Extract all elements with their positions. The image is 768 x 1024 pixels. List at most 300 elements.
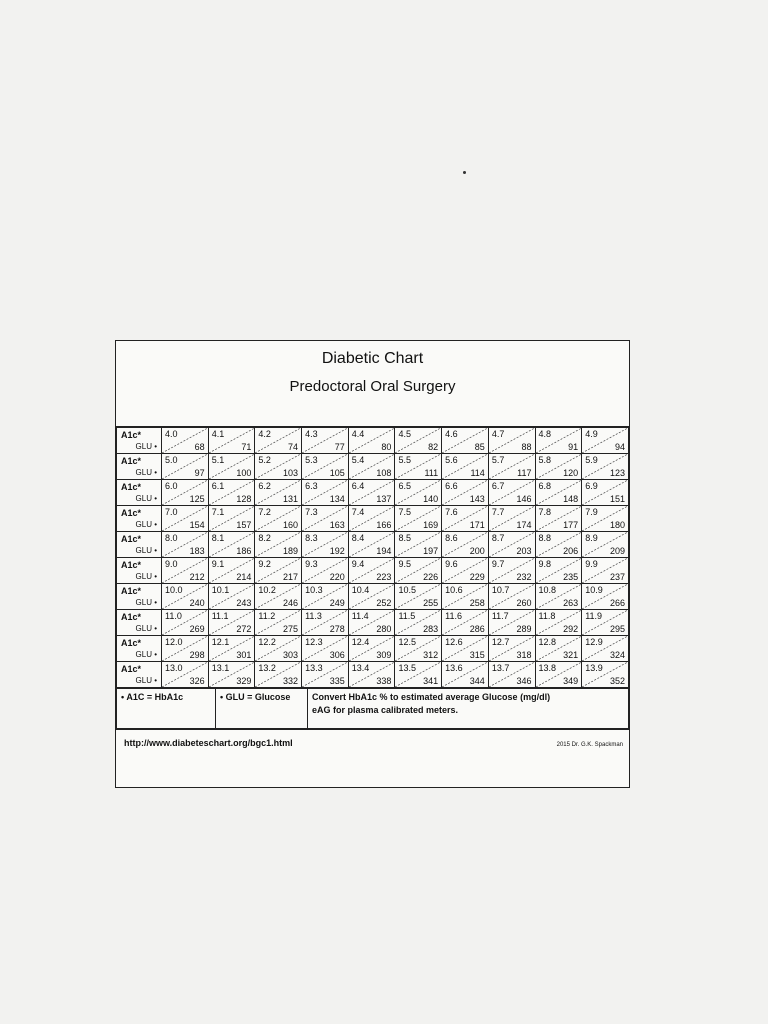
a1c-value: 9.2: [258, 559, 271, 569]
a1c-value: 9.3: [305, 559, 318, 569]
glucose-value: 315: [469, 650, 485, 660]
a1c-value: 12.7: [491, 637, 510, 647]
glucose-value: 140: [423, 494, 439, 504]
glucose-value: 166: [376, 520, 392, 530]
glucose-value: 243: [236, 598, 252, 608]
a1c-value: 10.3: [305, 585, 323, 595]
conversion-cell: [488, 428, 535, 454]
conversion-cell: [442, 480, 489, 506]
conversion-cell: [488, 636, 535, 662]
a1c-value: 11.2: [258, 611, 276, 621]
conversion-cell: [488, 662, 535, 688]
conversion-cell: [488, 584, 535, 610]
conversion-cell: [535, 454, 582, 480]
glucose-value: 318: [516, 650, 532, 660]
conversion-cell: [395, 636, 442, 662]
table-row: [117, 662, 629, 688]
table-row: [117, 636, 629, 662]
conversion-cell: [348, 454, 395, 480]
glucose-value: 200: [469, 546, 485, 556]
glucose-value: 206: [563, 546, 579, 556]
glucose-value: 352: [609, 676, 625, 686]
a1c-value: 4.5: [398, 429, 411, 439]
row-label-glu: GLU •: [135, 650, 157, 659]
a1c-value: 4.1: [211, 429, 225, 439]
a1c-value: 12.6: [445, 637, 463, 647]
a1c-value: 8.1: [211, 533, 225, 543]
glucose-value: 82: [428, 442, 439, 452]
row-label: [117, 584, 162, 610]
conversion-cell: [488, 480, 535, 506]
glucose-value: 103: [283, 468, 299, 478]
conversion-cell: [208, 610, 255, 636]
legend-row: [116, 688, 629, 729]
glucose-value: 326: [189, 676, 205, 686]
a1c-value: 10.2: [258, 585, 276, 595]
conversion-cell: [208, 636, 255, 662]
conversion-cell: [302, 428, 349, 454]
glucose-value: 125: [189, 494, 205, 504]
glucose-value: 249: [329, 598, 345, 608]
a1c-value: 8.9: [585, 533, 598, 543]
glucose-value: 186: [236, 546, 252, 556]
a1c-value: 9.5: [398, 559, 411, 569]
a1c-value: 12.8: [538, 637, 557, 647]
a1c-value: 12.3: [305, 637, 323, 647]
table-row: [117, 428, 629, 454]
a1c-value: 13.3: [305, 663, 323, 673]
glucose-value: 157: [236, 520, 252, 530]
conversion-cell: [395, 532, 442, 558]
glucose-value: 137: [376, 494, 392, 504]
conversion-cell: [395, 428, 442, 454]
credit-text: 2015 Dr. G.K. Spackman: [556, 742, 623, 748]
row-label-a1c: A1c*: [121, 586, 142, 596]
row-label-glu: GLU •: [135, 442, 157, 451]
a1c-value: 10.9: [585, 585, 603, 595]
conversion-cell: [442, 558, 489, 584]
a1c-value: 9.9: [585, 559, 598, 569]
glucose-value: 280: [376, 624, 392, 634]
row-label-glu: GLU •: [135, 624, 157, 633]
glucose-value: 160: [283, 520, 299, 530]
a1c-value: 8.6: [445, 533, 458, 543]
row-label-glu: GLU •: [135, 494, 157, 503]
conversion-cell: [255, 480, 302, 506]
a1c-value: 10.0: [165, 585, 183, 595]
glucose-value: 349: [563, 676, 579, 686]
row-label: [117, 532, 162, 558]
conversion-cell: [442, 454, 489, 480]
conversion-cell: [208, 454, 255, 480]
conversion-cell: [395, 662, 442, 688]
glucose-value: 171: [469, 520, 485, 530]
conversion-cell: [582, 532, 629, 558]
row-label: [117, 662, 162, 688]
row-label-a1c: A1c*: [121, 612, 142, 622]
a1c-value: 13.5: [398, 663, 416, 673]
chart-header: [116, 341, 629, 427]
glucose-value: 203: [516, 546, 532, 556]
conversion-cell: [302, 662, 349, 688]
a1c-value: 4.2: [258, 429, 271, 439]
chart-footer: [116, 729, 629, 762]
a1c-value: 12.2: [258, 637, 276, 647]
glucose-value: 197: [423, 546, 439, 556]
a1c-value: 11.1: [211, 611, 229, 621]
conversion-cell: [302, 454, 349, 480]
row-label-glu: GLU •: [135, 572, 157, 581]
glucose-value: 214: [236, 572, 252, 582]
row-label: [117, 480, 162, 506]
conversion-cell: [208, 480, 255, 506]
a1c-value: 10.4: [351, 585, 370, 595]
conversion-cell: [395, 506, 442, 532]
conversion-cell: [488, 506, 535, 532]
conversion-cell: [208, 506, 255, 532]
row-label-glu: GLU •: [135, 468, 157, 477]
a1c-value: 12.0: [165, 637, 183, 647]
conversion-cell: [255, 610, 302, 636]
conversion-cell: [488, 558, 535, 584]
a1c-value: 9.8: [538, 559, 552, 569]
a1c-value: 9.6: [445, 559, 458, 569]
glucose-value: 338: [376, 676, 392, 686]
conversion-cell: [208, 428, 255, 454]
glucose-value: 237: [609, 572, 625, 582]
glucose-value: 91: [568, 442, 579, 452]
a1c-value: 7.8: [538, 507, 552, 517]
a1c-value: 5.5: [398, 455, 411, 465]
glucose-value: 94: [614, 442, 625, 452]
conversion-cell: [348, 636, 395, 662]
a1c-value: 7.6: [445, 507, 458, 517]
a1c-value: 8.4: [351, 533, 365, 543]
table-row: [117, 558, 629, 584]
a1c-value: 4.8: [538, 429, 552, 439]
a1c-value: 6.9: [585, 481, 598, 491]
conversion-cell: [302, 584, 349, 610]
conversion-cell: [208, 558, 255, 584]
glucose-value: 68: [194, 442, 205, 452]
conversion-cell: [208, 662, 255, 688]
conversion-cell: [255, 532, 302, 558]
glucose-value: 309: [376, 650, 392, 660]
row-label-glu: GLU •: [135, 546, 157, 555]
conversion-cell: [348, 558, 395, 584]
glucose-value: 263: [563, 598, 579, 608]
glucose-value: 321: [563, 650, 579, 660]
a1c-value: 11.0: [165, 611, 182, 621]
glucose-value: 232: [516, 572, 532, 582]
a1c-value: 13.4: [351, 663, 370, 673]
a1c-value: 4.0: [165, 429, 178, 439]
conversion-cell: [442, 506, 489, 532]
a1c-value: 7.2: [258, 507, 271, 517]
glucose-value: 278: [329, 624, 345, 634]
conversion-cell: [488, 610, 535, 636]
table-row: [117, 584, 629, 610]
conversion-cell: [162, 454, 209, 480]
a1c-value: 11.5: [398, 611, 416, 621]
glucose-value: 117: [517, 468, 532, 478]
conversion-cell: [162, 532, 209, 558]
conversion-cell: [302, 610, 349, 636]
a1c-value: 6.6: [445, 481, 458, 491]
glucose-value: 194: [376, 546, 392, 556]
glucose-value: 120: [563, 468, 579, 478]
a1c-value: 6.8: [538, 481, 552, 491]
a1c-value: 7.0: [165, 507, 178, 517]
row-label-a1c: A1c*: [121, 456, 142, 466]
conversion-cell: [535, 532, 582, 558]
conversion-cell: [208, 532, 255, 558]
table-row: [117, 506, 629, 532]
source-url[interactable]: http://www.diabeteschart.org/bgc1.html: [124, 738, 293, 748]
glucose-value: 269: [189, 624, 205, 634]
glucose-value: 260: [516, 598, 532, 608]
conversion-cell: [582, 480, 629, 506]
row-label-a1c: A1c*: [121, 664, 142, 674]
conversion-cell: [395, 454, 442, 480]
glucose-value: 341: [423, 676, 439, 686]
a1c-value: 5.0: [165, 455, 178, 465]
glucose-value: 177: [563, 520, 579, 530]
a1c-value: 12.9: [585, 637, 603, 647]
conversion-cell: [442, 662, 489, 688]
conversion-cell: [395, 610, 442, 636]
conversion-cell: [348, 532, 395, 558]
glucose-value: 303: [283, 650, 299, 660]
glucose-value: 295: [609, 624, 625, 634]
a1c-value: 7.4: [351, 507, 365, 517]
glucose-value: 346: [516, 676, 532, 686]
glucose-value: 283: [423, 624, 439, 634]
glucose-value: 71: [241, 442, 252, 452]
a1c-value: 6.5: [398, 481, 411, 491]
conversion-cell: [535, 662, 582, 688]
conversion-cell: [582, 610, 629, 636]
glucose-value: 335: [329, 676, 345, 686]
a1c-value: 6.0: [165, 481, 178, 491]
conversion-cell: [348, 662, 395, 688]
a1c-value: 10.6: [445, 585, 463, 595]
a1c-value: 11.7: [491, 611, 509, 621]
conversion-cell: [302, 480, 349, 506]
row-label: [117, 636, 162, 662]
legend-convert-line2: eAG for plasma calibrated meters.: [312, 705, 459, 715]
row-label: [117, 558, 162, 584]
glucose-value: 226: [423, 572, 439, 582]
glucose-value: 146: [516, 494, 532, 504]
row-label: [117, 428, 162, 454]
glucose-value: 148: [563, 494, 579, 504]
conversion-cell: [162, 636, 209, 662]
glucose-value: 312: [423, 650, 439, 660]
conversion-cell: [442, 584, 489, 610]
row-label-a1c: A1c*: [121, 508, 142, 518]
conversion-cell: [255, 662, 302, 688]
a1c-value: 12.1: [211, 637, 230, 647]
a1c-value: 7.3: [305, 507, 318, 517]
a1c-value: 7.9: [585, 507, 598, 517]
a1c-value: 4.4: [351, 429, 365, 439]
a1c-value: 9.0: [165, 559, 178, 569]
glucose-value: 298: [189, 650, 205, 660]
glucose-value: 217: [283, 572, 299, 582]
scan-speck: [463, 171, 466, 174]
row-label-glu: GLU •: [135, 520, 157, 529]
a1c-value: 4.9: [585, 429, 598, 439]
glucose-value: 306: [329, 650, 345, 660]
a1c-value: 10.1: [211, 585, 230, 595]
a1c-value: 5.8: [538, 455, 552, 465]
conversion-cell: [535, 428, 582, 454]
row-label-glu: GLU •: [135, 598, 157, 607]
glucose-value: 246: [283, 598, 299, 608]
conversion-cell: [488, 454, 535, 480]
a1c-value: 6.4: [351, 481, 365, 491]
conversion-cell: [442, 532, 489, 558]
conversion-cell: [582, 558, 629, 584]
conversion-cell: [255, 428, 302, 454]
a1c-value: 12.5: [398, 637, 416, 647]
conversion-cell: [162, 480, 209, 506]
glucose-value: 151: [609, 494, 625, 504]
conversion-cell: [348, 428, 395, 454]
a1c-value: 5.1: [211, 455, 225, 465]
conversion-cell: [395, 558, 442, 584]
conversion-cell: [535, 610, 582, 636]
a1c-value: 6.7: [491, 481, 505, 491]
legend-convert-line1: Convert HbA1c % to estimated average Glucose (mg/dl): [312, 692, 551, 702]
glucose-value: 292: [563, 624, 579, 634]
row-label-a1c: A1c*: [121, 638, 142, 648]
row-label-a1c: A1c*: [121, 534, 142, 544]
conversion-cell: [208, 584, 255, 610]
glucose-value: 252: [376, 598, 392, 608]
a1c-value: 4.3: [305, 429, 318, 439]
conversion-cell: [302, 506, 349, 532]
a1c-value: 8.2: [258, 533, 271, 543]
glucose-value: 131: [283, 494, 299, 504]
glucose-value: 128: [236, 494, 252, 504]
table-row: [117, 532, 629, 558]
glucose-value: 240: [189, 598, 205, 608]
a1c-value: 11.9: [585, 611, 603, 621]
glucose-value: 105: [329, 468, 345, 478]
glucose-value: 154: [189, 520, 205, 530]
glucose-value: 301: [236, 650, 252, 660]
conversion-cell: [442, 610, 489, 636]
a1c-value: 13.8: [538, 663, 557, 673]
a1c-value: 8.3: [305, 533, 318, 543]
a1c-value: 9.4: [351, 559, 365, 569]
conversion-cell: [535, 636, 582, 662]
conversion-cell: [582, 662, 629, 688]
a1c-value: 13.2: [258, 663, 276, 673]
glucose-value: 220: [329, 572, 345, 582]
table-row: [117, 610, 629, 636]
conversion-cell: [255, 584, 302, 610]
glucose-value: 80: [381, 442, 392, 452]
legend-glu: • GLU = Glucose: [216, 689, 308, 729]
glucose-value: 123: [609, 468, 625, 478]
conversion-cell: [582, 506, 629, 532]
glucose-value: 134: [329, 494, 345, 504]
conversion-cell: [302, 532, 349, 558]
glucose-value: 289: [516, 624, 532, 634]
a1c-value: 7.1: [211, 507, 225, 517]
legend-a1c: • A1C = HbA1c: [117, 689, 216, 729]
row-label: [117, 454, 162, 480]
glucose-value: 229: [469, 572, 485, 582]
glucose-value: 272: [236, 624, 252, 634]
conversion-cell: [582, 428, 629, 454]
a1c-value: 6.1: [211, 481, 225, 491]
conversion-cell: [395, 584, 442, 610]
glucose-value: 286: [469, 624, 485, 634]
a1c-value: 13.1: [211, 663, 230, 673]
a1c-value: 8.8: [538, 533, 552, 543]
row-label-glu: GLU •: [135, 676, 157, 685]
glucose-value: 111: [424, 468, 439, 478]
a1c-value: 6.3: [305, 481, 318, 491]
conversion-cell: [535, 506, 582, 532]
glucose-value: 85: [474, 442, 485, 452]
conversion-table: [116, 427, 629, 688]
glucose-value: 189: [283, 546, 299, 556]
a1c-value: 13.6: [445, 663, 463, 673]
glucose-value: 174: [516, 520, 532, 530]
glucose-value: 275: [283, 624, 299, 634]
conversion-cell: [348, 584, 395, 610]
glucose-value: 114: [470, 468, 485, 478]
conversion-cell: [302, 558, 349, 584]
conversion-cell: [162, 428, 209, 454]
a1c-value: 5.4: [351, 455, 365, 465]
conversion-cell: [255, 506, 302, 532]
conversion-cell: [255, 454, 302, 480]
a1c-value: 10.5: [398, 585, 416, 595]
row-label-a1c: A1c*: [121, 560, 142, 570]
conversion-cell: [162, 662, 209, 688]
a1c-value: 13.9: [585, 663, 603, 673]
legend-convert: [308, 689, 629, 729]
a1c-value: 8.7: [491, 533, 505, 543]
a1c-value: 12.4: [351, 637, 370, 647]
a1c-value: 9.1: [211, 559, 225, 569]
glucose-value: 163: [329, 520, 345, 530]
row-label-a1c: A1c*: [121, 482, 142, 492]
glucose-value: 143: [469, 494, 485, 504]
a1c-value: 5.9: [585, 455, 598, 465]
glucose-value: 212: [189, 572, 205, 582]
glucose-value: 209: [609, 546, 625, 556]
a1c-value: 11.4: [351, 611, 369, 621]
conversion-cell: [162, 558, 209, 584]
a1c-value: 11.3: [305, 611, 322, 621]
a1c-value: 13.0: [165, 663, 183, 673]
conversion-cell: [395, 480, 442, 506]
glucose-value: 329: [236, 676, 252, 686]
conversion-cell: [255, 558, 302, 584]
glucose-value: 332: [283, 676, 299, 686]
conversion-cell: [255, 636, 302, 662]
glucose-value: 180: [609, 520, 625, 530]
conversion-cell: [582, 636, 629, 662]
a1c-value: 7.7: [491, 507, 505, 517]
